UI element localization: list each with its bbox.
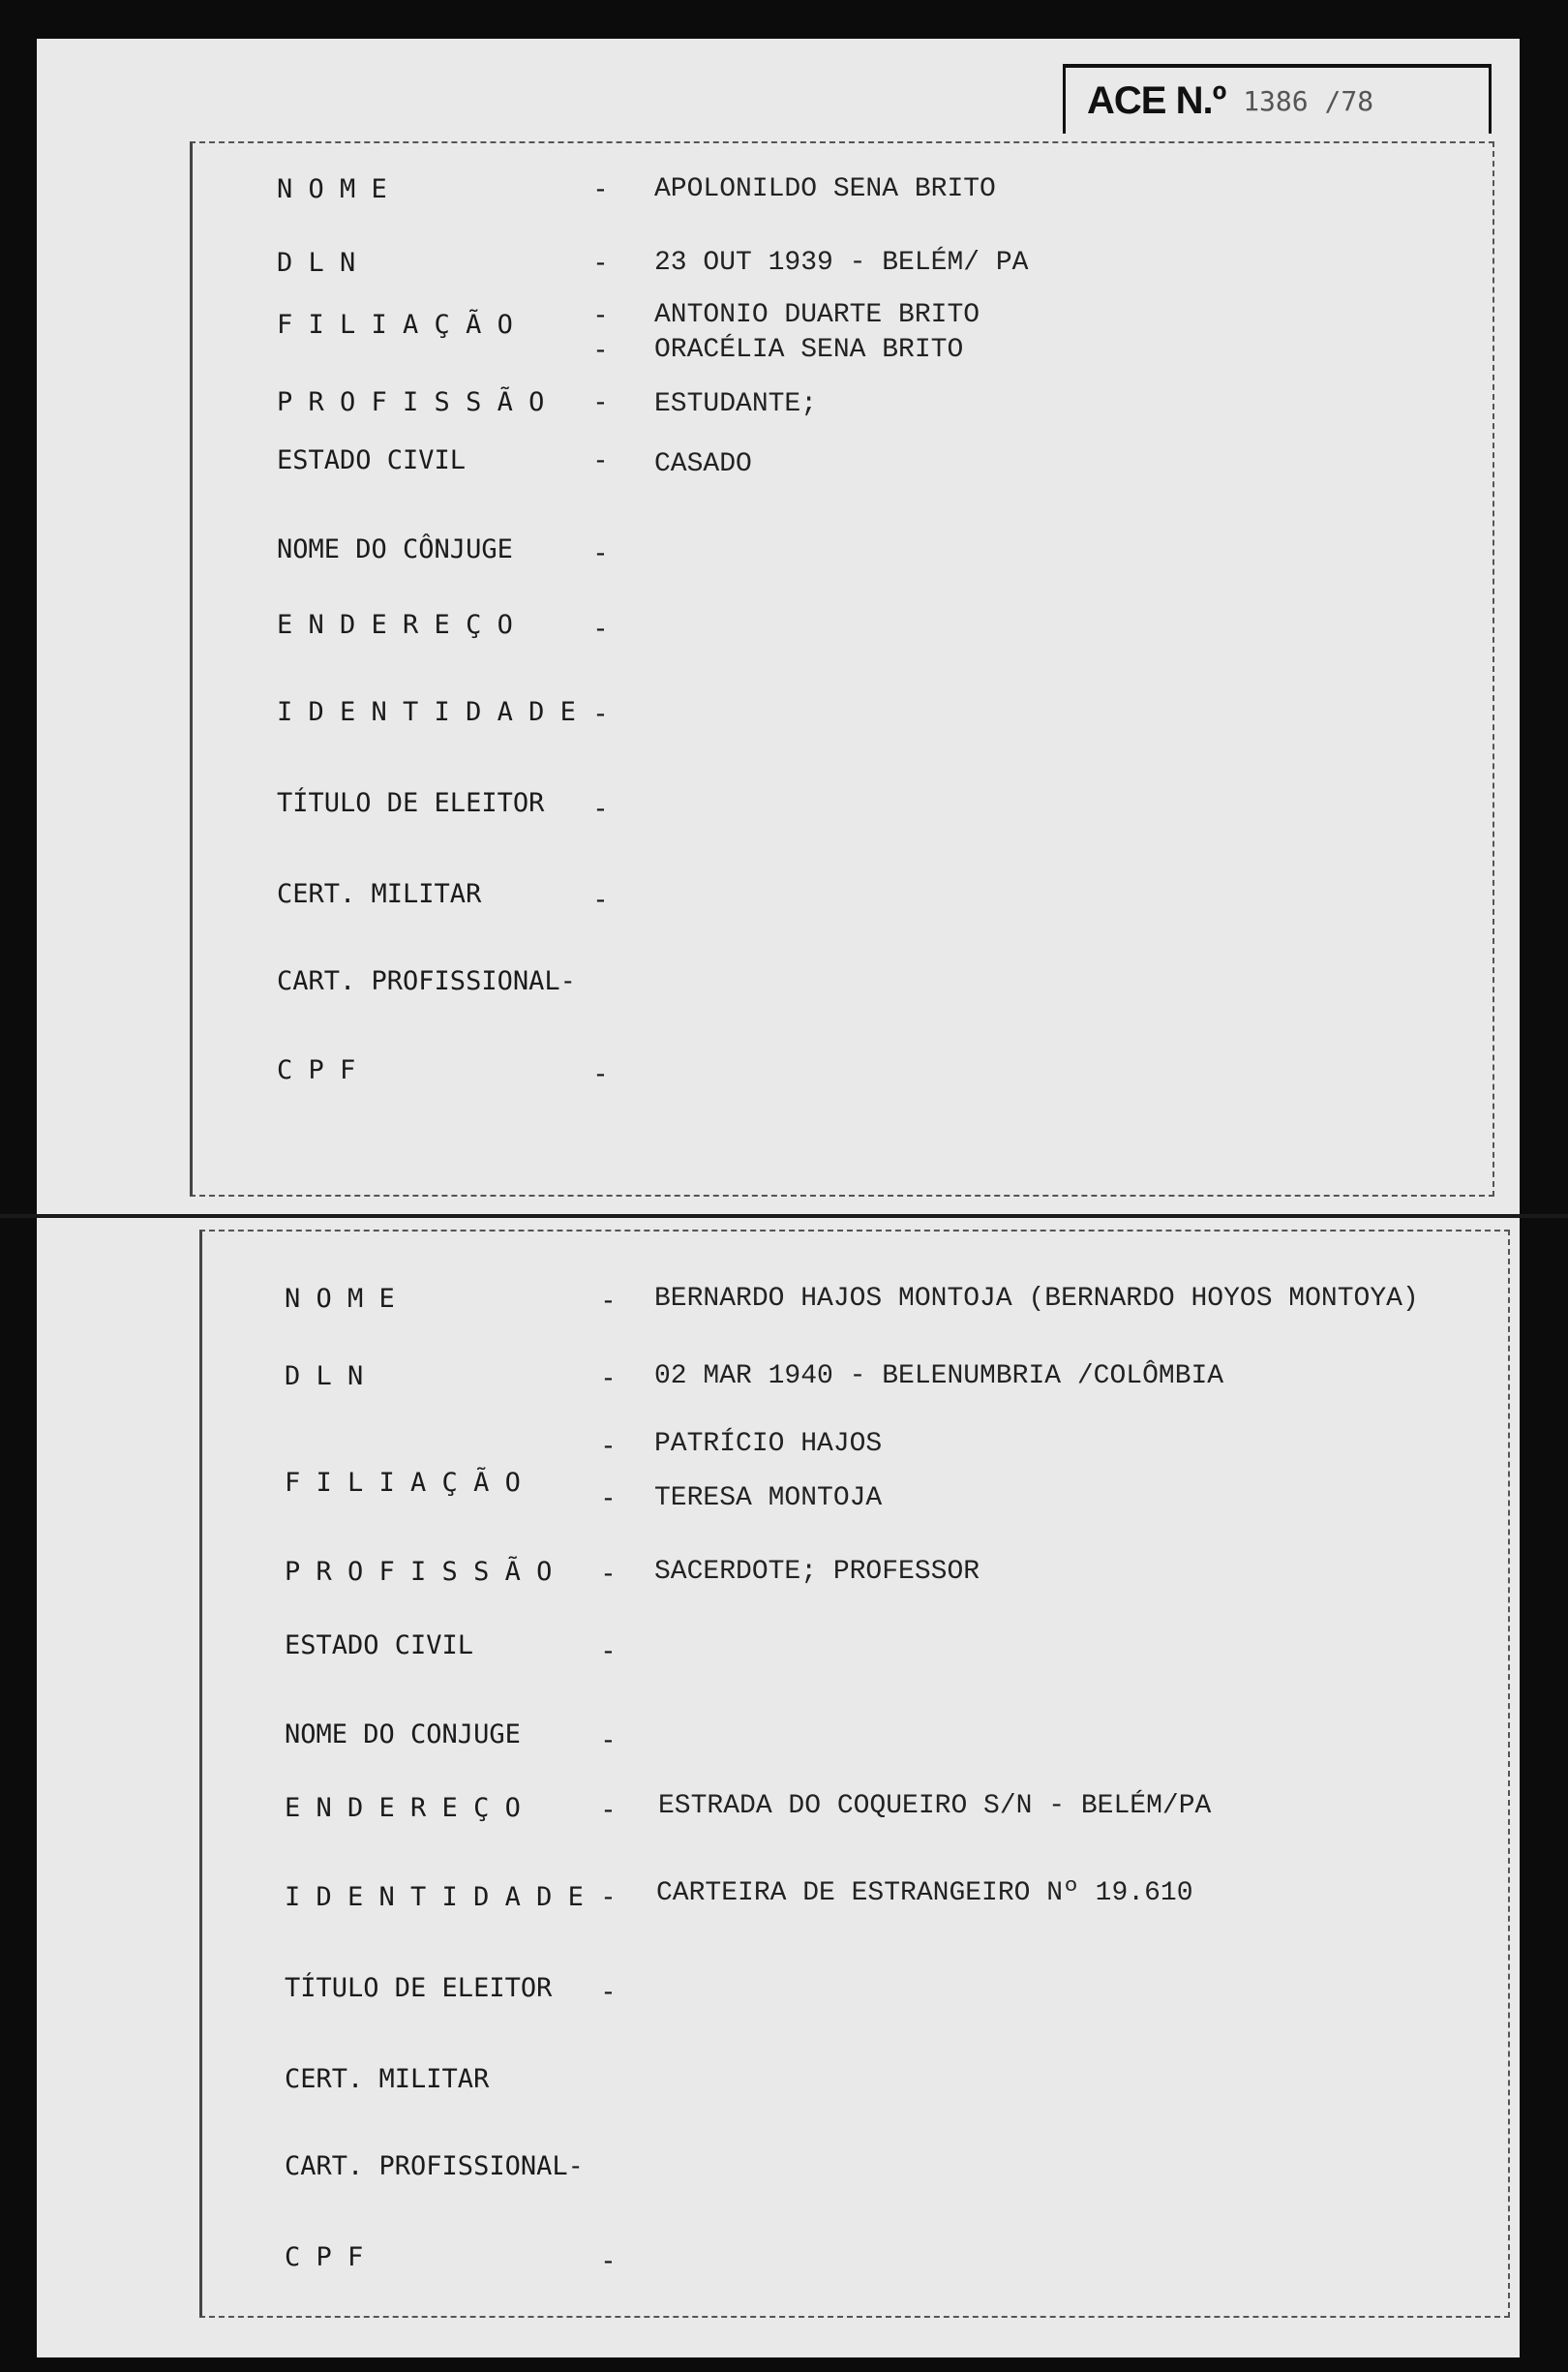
dash: - [600, 1557, 617, 1589]
dash: - [600, 1634, 617, 1666]
dash: - [600, 1793, 617, 1825]
label-nome: N O M E [277, 174, 387, 204]
value-nome: BERNARDO HAJOS MONTOJA (BERNARDO HOYOS MONTOYA) [654, 1284, 1419, 1314]
label-nome: N O M E [285, 1284, 395, 1314]
ace-number-box [1063, 64, 1492, 134]
label-conjuge: NOME DO CONJUGE [285, 1719, 521, 1749]
dash: - [592, 1057, 609, 1089]
label-endereco: E N D E R E Ç O [285, 1793, 521, 1823]
label-cert-militar: CERT. MILITAR [277, 879, 482, 909]
dash: - [600, 1361, 617, 1393]
dash: - [600, 1975, 617, 2007]
card-divider [0, 1214, 1568, 1218]
label-identidade: I D E N T I D A D E [277, 697, 576, 727]
dash: - [600, 1880, 617, 1912]
value-dln: 23 OUT 1939 - BELÉM/ PA [654, 248, 1029, 278]
value-nome: APOLONILDO SENA BRITO [654, 174, 996, 204]
dash: - [592, 246, 609, 278]
label-estado-civil: ESTADO CIVIL [285, 1630, 474, 1660]
dash: - [600, 1481, 617, 1513]
label-dln: D L N [277, 248, 356, 278]
label-titulo-eleitor: TÍTULO DE ELEITOR [277, 788, 545, 818]
dash: - [600, 1723, 617, 1755]
label-cart-profissional: CART. PROFISSIONAL- [277, 966, 576, 996]
dash: - [592, 697, 609, 729]
dash: - [592, 536, 609, 568]
label-conjuge: NOME DO CÔNJUGE [277, 534, 513, 564]
dash: - [592, 883, 609, 915]
label-dln: D L N [285, 1361, 364, 1391]
label-filiacao: F I L I A Ç Ã O [277, 310, 513, 340]
label-cpf: C P F [285, 2242, 364, 2272]
label-estado-civil: ESTADO CIVIL [277, 445, 467, 475]
value-profissao: SACERDOTE; PROFESSOR [654, 1557, 980, 1587]
dash: - [592, 333, 609, 365]
label-profissao: P R O F I S S Ã O [285, 1557, 553, 1587]
label-cpf: C P F [277, 1055, 356, 1085]
value-identidade: CARTEIRA DE ESTRANGEIRO Nº 19.610 [656, 1878, 1193, 1908]
dash: - [600, 1429, 617, 1461]
label-titulo-eleitor: TÍTULO DE ELEITOR [285, 1973, 553, 2003]
ace-number: 1386 /78 [1243, 84, 1374, 117]
label-cert-militar: CERT. MILITAR [285, 2064, 490, 2094]
label-cart-profissional: CART. PROFISSIONAL- [285, 2151, 584, 2181]
value-filiacao-mother: TERESA MONTOJA [654, 1483, 883, 1513]
value-estado-civil: CASADO [654, 449, 752, 479]
dash: - [600, 2244, 617, 2276]
value-profissao: ESTUDANTE; [654, 389, 818, 419]
dash: - [592, 612, 609, 644]
dash: - [592, 298, 609, 330]
value-filiacao-father: PATRÍCIO HAJOS [654, 1429, 883, 1459]
dash: - [600, 1284, 617, 1316]
dash: - [592, 172, 609, 204]
label-profissao: P R O F I S S Ã O [277, 387, 545, 417]
dash: - [592, 385, 609, 417]
value-dln: 02 MAR 1940 - BELENUMBRIA /COLÔMBIA [654, 1361, 1224, 1391]
value-endereco: ESTRADA DO COQUEIRO S/N - BELÉM/PA [658, 1791, 1212, 1821]
label-identidade: I D E N T I D A D E [285, 1882, 584, 1912]
dash: - [592, 443, 609, 475]
value-filiacao-mother: ORACÉLIA SENA BRITO [654, 335, 964, 365]
dash: - [592, 792, 609, 824]
label-endereco: E N D E R E Ç O [277, 610, 513, 640]
value-filiacao-father: ANTONIO DUARTE BRITO [654, 300, 980, 330]
ace-label: ACE N.º [1087, 78, 1226, 122]
label-filiacao: F I L I A Ç Ã O [285, 1468, 521, 1498]
